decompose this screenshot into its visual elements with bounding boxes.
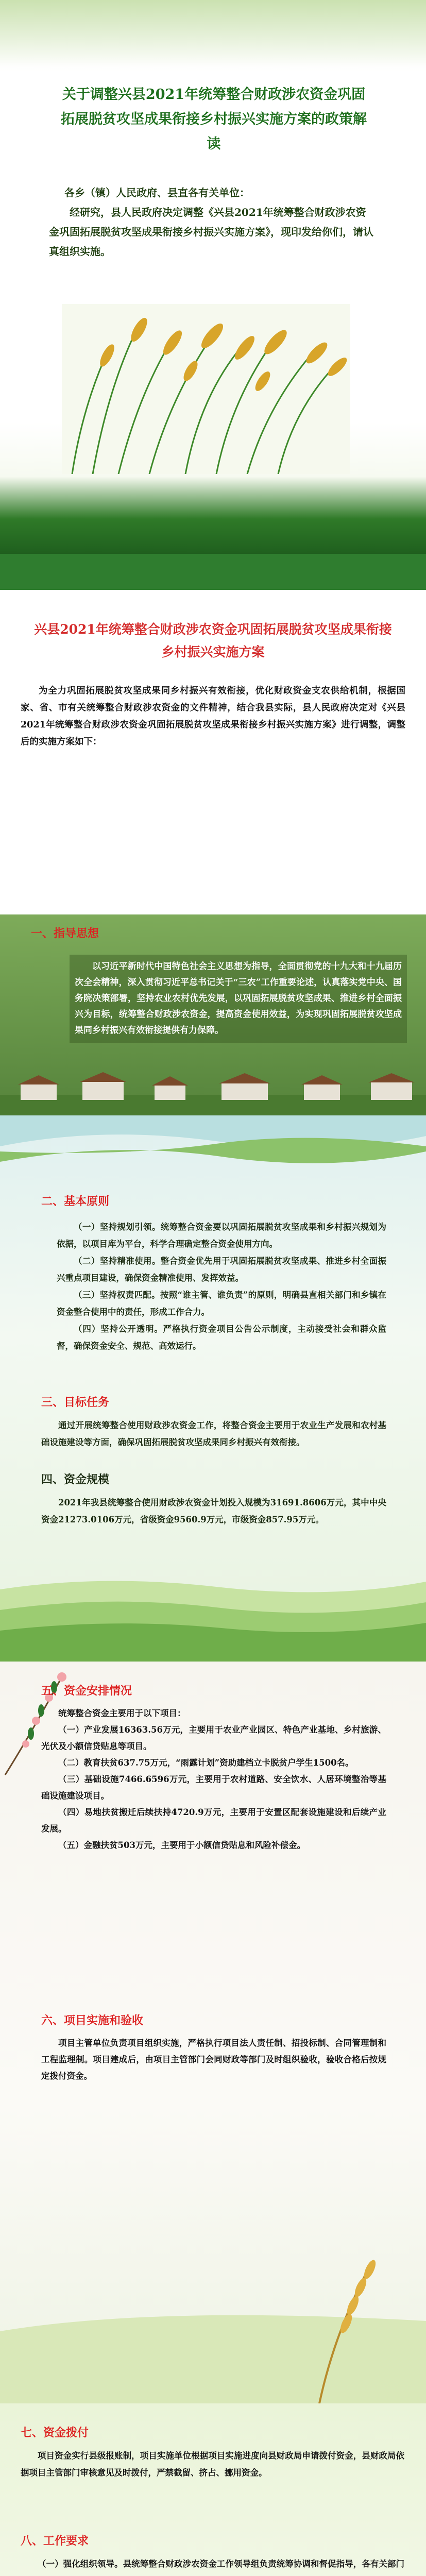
scale-text: 2021年我县统筹整合使用财政涉农资金计划投入规模为31691.8606万元，其中中央资金21273.0106万元，省级资金9560.9万元，市级资金857.95万元。 xyxy=(41,1498,386,1524)
implementation-heading: 六、项目实施和验收 xyxy=(41,2014,144,2027)
notice-text: 经研究，县人民政府决定调整《兴县2021年统筹整合财政涉农资金巩固拓展脱贫攻坚成果衔接乡村振兴实施方案》，现印发给你们，请认真组织实施。 xyxy=(49,206,373,258)
guiding-text: 以习近平新时代中国特色社会主义思想为指导，全面贯彻党的十九大和十九届历次全会精神，深入贯彻习近平总书记关于“三农”工作重要论述，认真落实党中央、国务院决策部署，坚持农业农村优先发展，以巩固拓展脱贫攻坚成果、推进乡村全面振兴为目标，统筹整合财政涉农资金，提高资金使用效益，为实现巩固拓展脱贫攻坚成果同乡村振兴有效衔接提供有力保障。 xyxy=(70,955,407,1043)
guiding-heading: 一、指导思想 xyxy=(31,927,99,940)
funding-item: （四）易地扶贫搬迁后续扶持4720.9万元，主要用于安置区配套设施建设和后续产业发展。 xyxy=(41,1807,386,1834)
principle-item: （四）坚持公开透明。严格执行资金项目公告公示制度，主动接受社会和群众监督，确保资金安全、规范、高效运行。 xyxy=(57,1324,386,1351)
principles-list xyxy=(57,1218,386,1354)
notice-body xyxy=(49,183,376,261)
principle-item: （三）坚持权责匹配。按照“谁主管、谁负责”的原则，明确县直相关部门和乡镇在资金整合使用中的责任，形成工作合力。 xyxy=(57,1290,386,1317)
requirements-heading: 八、工作要求 xyxy=(21,2534,89,2548)
funding-list xyxy=(41,1705,386,1854)
village-houses-illustration xyxy=(0,1069,426,1115)
principle-item: （一）坚持规划引领。统筹整合资金要以巩固拓展脱贫攻坚成果和乡村振兴规划为依据，以项目库为平台，科学合理确定整合资金使用方向。 xyxy=(57,1222,386,1249)
implementation-text: 项目主管单位负责项目组织实施，严格执行项目法人责任制、招投标制、合同管理制和工程监理制。项目建成后，由项目主管部门会同财政等部门及时组织验收，验收合格后按规定拨付资金。 xyxy=(41,2038,386,2081)
scale-heading: 四、资金规模 xyxy=(41,1473,110,1486)
green-band xyxy=(0,554,426,590)
notice-salutation: 各乡（镇）人民政府、县直各有关单位： xyxy=(64,187,250,199)
guarantee-section xyxy=(0,2403,426,2576)
funding-item: （一）产业发展16363.56万元，主要用于农业产业园区、特色产业基地、乡村旅游、光伏及小额信贷贴息等项目。 xyxy=(41,1725,386,1751)
funding-intro: 统筹整合资金主要用于以下项目： xyxy=(58,1708,186,1718)
top-decoration xyxy=(0,0,426,67)
requirement-item: （一）强化组织领导。县统筹整合财政涉农资金工作领导组负责统筹协调和督促指导，各有关部门 xyxy=(38,2559,404,2569)
goals-heading: 三、目标任务 xyxy=(41,1396,110,1409)
goals-text: 通过开展统筹整合使用财政涉农资金工作，将整合资金主要用于农业生产发展和农村基础设施建设等方面，确保巩固拓展脱贫攻坚成果同乡村振兴有效衔接。 xyxy=(41,1420,386,1447)
funding-item: （二）教育扶贫637.75万元，“雨露计划”资助建档立卡脱贫户学生1500名。 xyxy=(58,1758,354,1768)
policy-intro-section xyxy=(0,554,426,914)
terrace-bottom-illustration xyxy=(0,1569,426,1662)
green-ground-decoration xyxy=(0,477,426,554)
ear-of-grain-illustration xyxy=(0,2177,426,2403)
rice-stalks-illustration xyxy=(62,304,350,474)
requirements-list xyxy=(21,2555,404,2576)
disbursement-text: 项目资金实行县级报账制，项目实施单位根据项目实施进度向县财政局申请拨付资金，县财政局依据项目主管部门审核意见及时拨付，严禁截留、挤占、挪用资金。 xyxy=(21,2451,404,2478)
notice-title: 关于调整兴县2021年统筹整合财政涉农资金巩固拓展脱贫攻坚成果衔接乡村振兴实施方案的政策解读 xyxy=(61,87,367,152)
policy-intro-text: 为全力巩固拓展脱贫攻坚成果同乡村振兴有效衔接，优化财政资金支农供给机制，根据国家、省、市有关统筹整合财政涉农资金的文件精神，结合我县实际，县人民政府决定对《兴县2021年统筹整合财政涉农资金巩固拓展脱贫攻坚成果衔接乡村振兴实施方案》进行调整，调整后的实施方案如下： xyxy=(21,686,405,747)
disbursement-heading: 七、资金拨付 xyxy=(21,2426,89,2439)
terrace-top-illustration xyxy=(0,1115,426,1177)
guiding-section xyxy=(0,914,426,1115)
funding-item: （五）金融扶贫503万元，主要用于小额信贷贴息和风险补偿金。 xyxy=(58,1840,305,1850)
funding-heading: 五、资金安排情况 xyxy=(41,1684,132,1698)
funding-section xyxy=(0,1662,426,2403)
principle-item: （二）坚持精准使用。整合资金优先用于巩固拓展脱贫攻坚成果、推进乡村全面振兴重点项目建设，确保资金精准使用、发挥效益。 xyxy=(57,1256,386,1283)
notice-section xyxy=(0,0,426,554)
policy-title: 兴县2021年统筹整合财政涉农资金巩固拓展脱贫攻坚成果衔接乡村振兴实施方案 xyxy=(34,622,392,659)
funding-item: （三）基础设施7466.6596万元，主要用于农村道路、安全饮水、人居环境整治等基础设施建设项目。 xyxy=(41,1774,386,1801)
principles-heading: 二、基本原则 xyxy=(41,1195,110,1208)
principles-section xyxy=(0,1115,426,1662)
